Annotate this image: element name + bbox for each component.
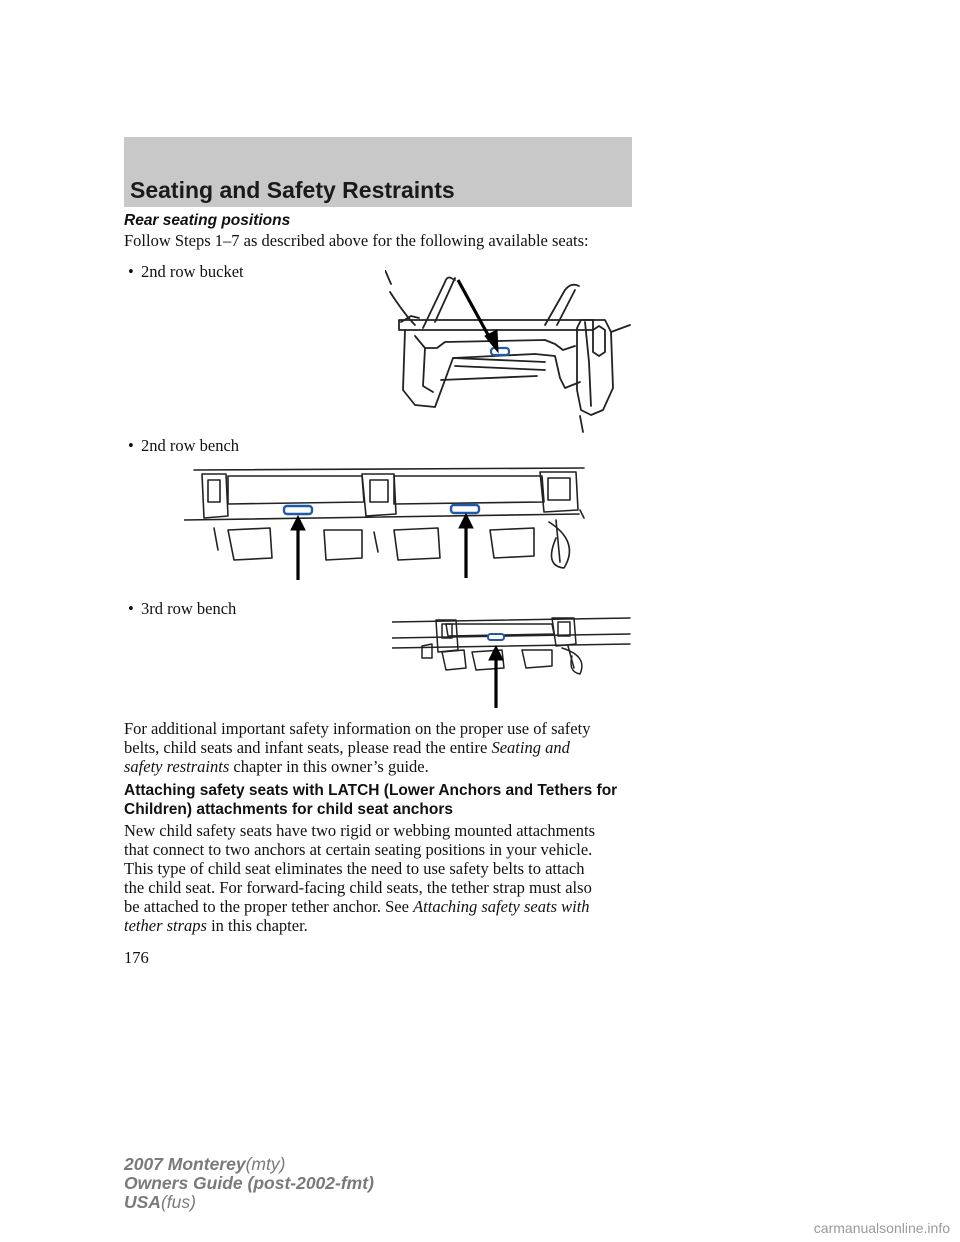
bullet-label: 2nd row bench bbox=[141, 436, 240, 455]
text-span: in this chapter. bbox=[206, 916, 308, 935]
bullet-2nd-row-bench bbox=[128, 436, 239, 455]
heading-line: Attaching safety seats with LATCH (Lower Anchors and Tethers for bbox=[124, 782, 618, 799]
text-line: the child seat. For forward-facing child seats, the tether strap must also bbox=[124, 878, 592, 897]
text-line bbox=[124, 738, 644, 757]
watermark: carmanualsonline.info bbox=[813, 1220, 950, 1236]
text-span: belts, child seats and infant seats, please read the entire bbox=[124, 738, 492, 757]
section-heading-rear: Rear seating positions bbox=[124, 212, 291, 229]
footer-line bbox=[124, 1193, 374, 1212]
latch-anchor-marker bbox=[491, 348, 509, 355]
chapter-reference: Seating and bbox=[491, 738, 570, 757]
figure-3rd-row-bench bbox=[392, 610, 634, 710]
bullet-label: 2nd row bucket bbox=[141, 262, 244, 281]
heading-line: Children) attachments for child seat anchors bbox=[124, 801, 454, 818]
bullet-mark: • bbox=[128, 262, 134, 281]
text-span: chapter in this owner’s guide. bbox=[229, 757, 429, 776]
latch-anchor-marker bbox=[451, 505, 479, 513]
bullet-3rd-row-bench bbox=[128, 599, 236, 618]
text-line: This type of child seat eliminates the need to use safety belts to attach bbox=[124, 859, 585, 878]
chapter-reference: safety restraints bbox=[124, 757, 230, 776]
footer-model: 2007 Monterey bbox=[124, 1154, 246, 1174]
section-reference: Attaching safety seats with bbox=[413, 897, 590, 916]
figure-2nd-row-bench bbox=[184, 462, 594, 584]
latch-paragraph bbox=[124, 821, 644, 935]
text-line: New child safety seats have two rigid or webbing mounted attachments bbox=[124, 821, 596, 840]
text-line: that connect to two anchors at certain seating positions in your vehicle. bbox=[124, 840, 593, 859]
section-heading-latch bbox=[124, 781, 644, 819]
text-line: For additional important safety information on the proper use of safety bbox=[124, 719, 591, 738]
rear-intro-text: Follow Steps 1–7 as described above for the following available seats: bbox=[124, 231, 589, 250]
footer-market-code: (fus) bbox=[160, 1192, 196, 1212]
text-line bbox=[124, 757, 644, 776]
additional-info-paragraph bbox=[124, 719, 644, 776]
bullet-label: 3rd row bench bbox=[141, 599, 237, 618]
figure-2nd-row-bucket bbox=[385, 270, 635, 435]
footer-model-code: (mty) bbox=[245, 1154, 286, 1174]
bullet-2nd-row-bucket bbox=[128, 262, 244, 281]
bullet-mark: • bbox=[128, 436, 134, 455]
latch-anchor-marker bbox=[488, 634, 504, 640]
page-title: Seating and Safety Restraints bbox=[130, 177, 455, 203]
text-span: be attached to the proper tether anchor. See bbox=[124, 897, 414, 916]
footer-guide: Owners Guide (post-2002-fmt) bbox=[124, 1173, 374, 1193]
document-footer bbox=[124, 1155, 374, 1212]
text-line bbox=[124, 916, 644, 935]
footer-line bbox=[124, 1155, 374, 1174]
footer-line bbox=[124, 1174, 374, 1193]
text-line bbox=[124, 897, 644, 916]
latch-anchor-marker bbox=[284, 506, 312, 514]
page-number: 176 bbox=[124, 948, 149, 967]
footer-market: USA bbox=[124, 1192, 161, 1212]
section-reference: tether straps bbox=[124, 916, 207, 935]
bullet-mark: • bbox=[128, 599, 134, 618]
